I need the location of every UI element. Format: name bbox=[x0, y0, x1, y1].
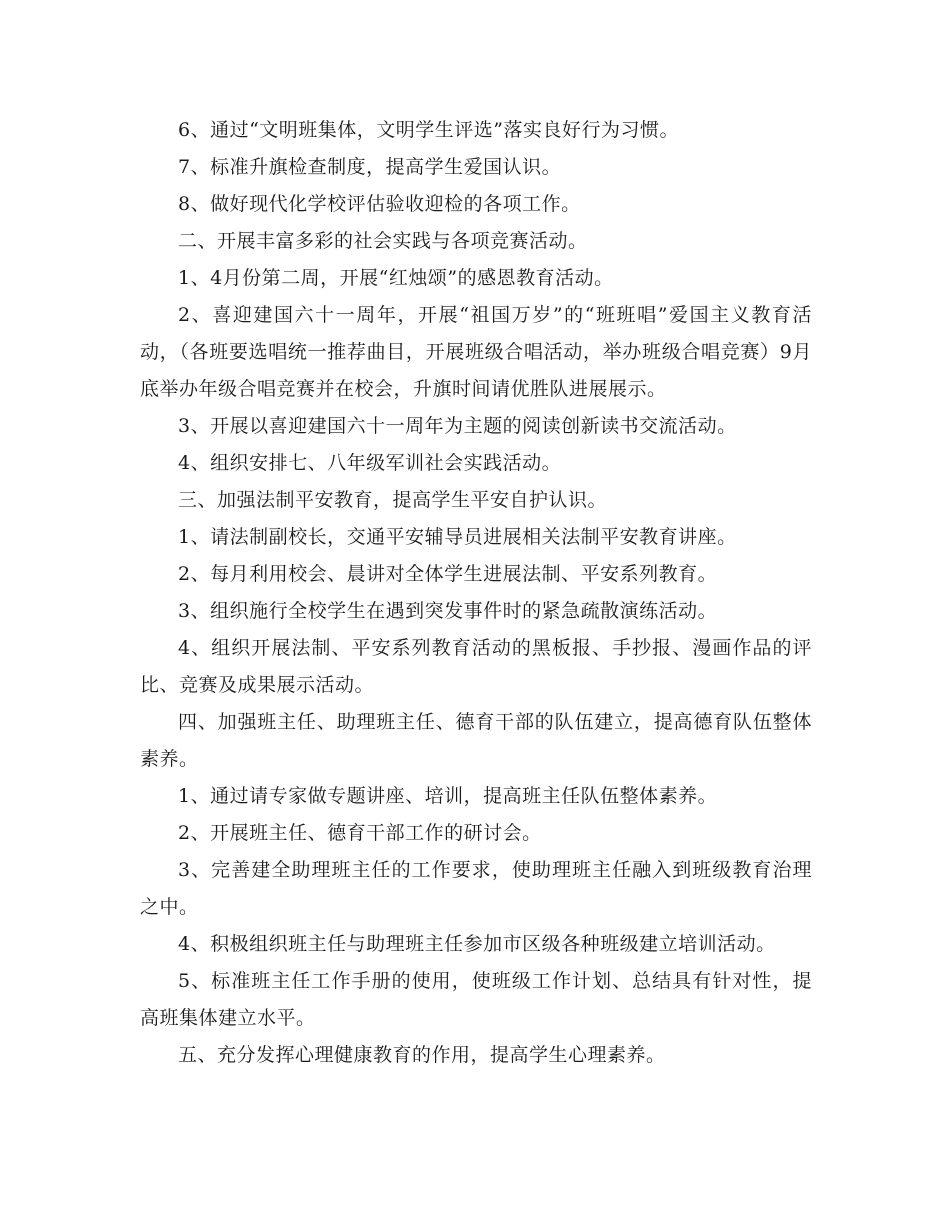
section-heading-5: 五、充分发挥心理健康教育的作用，提高学生心理素养。 bbox=[178, 1044, 666, 1066]
paragraph-item-4-3: 3、完善建全助理班主任的工作要求，使助理班主任融入到班级教育治理之中。 bbox=[140, 859, 812, 918]
paragraph-item-3-4: 4、组织开展法制、平安系列教育活动的黑板报、手抄报、漫画作品的评比、竞赛及成果展示活动。 bbox=[140, 637, 812, 696]
paragraph-item-3-1: 1、请法制副校长，交通平安辅导员进展相关法制平安教育讲座。 bbox=[178, 526, 737, 548]
paragraph-item-2-4: 4、组织安排七、八年级军训社会实践活动。 bbox=[178, 452, 562, 474]
paragraph-item-4-5: 5、标准班主任工作手册的使用，使班级工作计划、总结具有针对性，提高班集体建立水平。 bbox=[140, 970, 812, 1029]
section-heading-4: 四、加强班主任、助理班主任、德育干部的队伍建立，提高德育队伍整体素养。 bbox=[140, 711, 812, 770]
paragraph-item-4-2: 2、开展班主任、德育干部工作的研讨会。 bbox=[178, 822, 542, 844]
section-heading-3: 三、加强法制平安教育，提高学生平安自护认识。 bbox=[178, 489, 608, 511]
paragraph-item-7: 7、标准升旗检查制度，提高学生爱国认识。 bbox=[178, 156, 562, 178]
paragraph-item-2-2: 2、喜迎建国六十一周年，开展“祖国万岁”的“班班唱”爱国主义教育活动，（各班要选唱统一推荐曲目，开展班级合唱活动，举办班级合唱竞赛）9月底举办年级合唱竞赛并在校会，升旗时间请优胜队进展展示。 bbox=[140, 304, 812, 400]
paragraph-item-4-4: 4、积极组织班主任与助理班主任参加市区级各种班级建立培训活动。 bbox=[178, 933, 776, 955]
paragraph-item-2-1: 1、4月份第二周，开展“红烛颂”的感恩教育活动。 bbox=[178, 267, 614, 289]
paragraph-item-6: 6、通过“文明班集体，文明学生评选”落实良好行为习惯。 bbox=[178, 119, 680, 141]
paragraph-item-3-2: 2、每月利用校会、晨讲对全体学生进展法制、平安系列教育。 bbox=[178, 563, 718, 585]
document-body bbox=[140, 112, 812, 1074]
paragraph-item-2-3: 3、开展以喜迎建国六十一周年为主题的阅读创新读书交流活动。 bbox=[178, 415, 737, 437]
paragraph-item-3-3: 3、组织施行全校学生在遇到突发事件时的紧急疏散演练活动。 bbox=[178, 600, 718, 622]
section-heading-2: 二、开展丰富多彩的社会实践与各项竞赛活动。 bbox=[178, 230, 588, 252]
paragraph-item-8: 8、做好现代化学校评估验收迎检的各项工作。 bbox=[178, 193, 581, 215]
paragraph-item-4-1: 1、通过请专家做专题讲座、培训，提高班主任队伍整体素养。 bbox=[178, 785, 718, 807]
